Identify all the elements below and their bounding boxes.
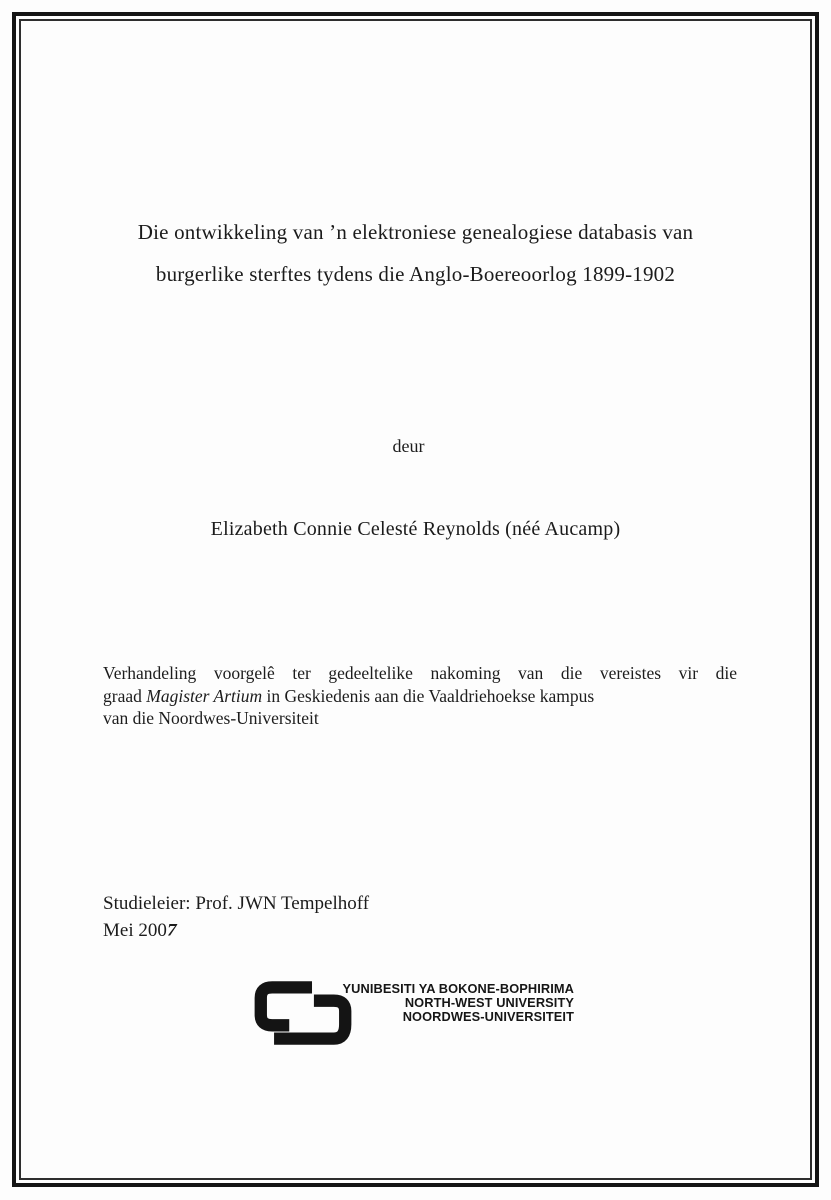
byline: deur [392,436,425,456]
declaration-line3: van die Noordwes-Universiteit [103,708,319,728]
date-final-digit: 7 [164,920,179,941]
thesis-title [60,211,771,295]
logo-line-afrikaans: NOORDWES-UNIVERSITEIT [402,1008,574,1024]
author-name: Elizabeth Connie Celesté Reynolds (néé Aucamp) [210,518,621,540]
thesis-title-line1: Die ontwikkeling van ’n elektroniese genealogiese databasis van [137,220,694,244]
degree-declaration [103,662,737,730]
supervisor-line: Studieleier: Prof. JWN Tempelhoff [103,893,370,914]
declaration-line1: Verhandeling voorgelê ter gedeeltelike nakoming van die vereistes vir die [103,663,737,683]
declaration-line2-suffix: in Geskiedenis aan die Vaaldriehoekse kampus [262,685,595,706]
logo-line-setswana: YUNIBESITI YA BOKONE-BOPHIRIMA [342,981,574,996]
logo-wordmark [317,982,574,1023]
declaration-line2-prefix: graad [103,685,147,706]
degree-name: Magister Artium [146,685,263,706]
thesis-title-line2: burgerlike sterftes tydens die Anglo-Boereoorlog 1899-1902 [155,262,676,286]
university-logo [253,974,583,1054]
date-line [103,917,369,944]
logo-line-english: NORTH-WEST UNIVERSITY [404,994,574,1010]
date-prefix: Mei 200 [103,920,167,941]
supervisor-block [103,890,369,944]
declaration-line2 [103,685,737,708]
